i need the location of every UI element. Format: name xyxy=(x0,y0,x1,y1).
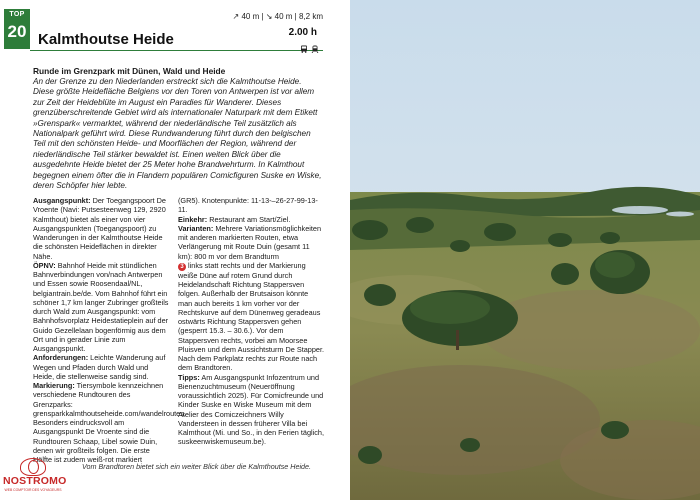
info-paragraph: Varianten: Mehrere Variationsmöglichkeiten mit anderen markierten Routen, etwa Verlängerung mit Route Duin (gesamt 11 km): 800 m vor dem Brandturm 3 links statt rechts und der Markierung weiße Düne auf rotem Grund durch Heidelandschaft Richtung Stappersven folgen. Außerhalb der Brutsaison könnte man auch bereits 1 km vorher vor der Rechtskurve auf dem Dünenweg geradeaus ostwärts Richtung Stappersven gehen (gesperrt 15.3. – 30.6.). Vor dem Stappersven rechts, vorbei am Moorsee Pluisven und dem Aussichtsturm De Stapper. Nach dem Parkplatz rechts zur Route nach dem Brandtoren. xyxy=(178,223,325,373)
tour-duration: 2.00 h xyxy=(288,27,317,38)
tour-number: 20 xyxy=(7,22,27,41)
info-paragraph: Anforderungen: Leichte Wanderung auf Wegen und Pfaden durch Wald und Heide, die stellenweise sandig sind. xyxy=(33,353,166,381)
top-label: TOP xyxy=(9,11,25,18)
title-bar xyxy=(30,26,323,51)
logo-brand: NOSTROMO xyxy=(3,475,67,487)
photo-caption: Vom Brandtoren bietet sich ein weiter Blick über die Kalmthoutse Heide. xyxy=(82,462,312,471)
intro-heading: Runde im Grenzpark mit Dünen, Wald und Heide xyxy=(33,66,226,76)
info-column-right xyxy=(178,196,324,447)
logo-tagline: WEB COMPTOIR DES VOYAGEURS xyxy=(4,488,62,492)
tour-number-badge xyxy=(4,9,30,49)
waypoint-marker: 3 xyxy=(178,263,186,271)
info-paragraph: ÖPNV: Bahnhof Heide mit stündlichen Bahnverbindungen von/nach Antwerpen und Essen sowie Roosendaal/NL, belgiantrain.be/de. Vom Bahnhof führt ein schöner 1,7 km langer Zubringer großteils durch Wald zum Ausgangspunkt: vom Bahnhofsvorplatz Heidestatieplein auf der Guido Gezellelaan bogenförmig aus dem Ort und in gerader Linie zum Ausgangspunkt. xyxy=(33,260,169,353)
info-paragraph: Einkehr: Restaurant am Start/Ziel. xyxy=(178,214,291,224)
page-title: Kalmthoutse Heide xyxy=(38,31,174,48)
tour-stats: ↗ 40 m | ↘ 40 m | 8,2 km xyxy=(232,12,323,21)
info-column-left xyxy=(33,196,186,464)
info-paragraph: Markierung: Tiersymbole kennzeichnen verschiedene Rundtouren des Grenzparks: grensparkkalmthoutseheide.com/wandelroutes. Besonders eindrucksvoll am Ausgangspunkt De Vroente sind die Rundtouren Schaap, Libel sowie Duin, denen wir großteils folgen. Die erste Hälfte ist zudem weiß-rot markiert xyxy=(33,381,186,464)
info-paragraph: (GR5). Knotenpunkte: 11-13-‒26-27-99-13-11. xyxy=(178,196,318,215)
transport-icons xyxy=(300,40,319,48)
bus-icon xyxy=(300,40,308,48)
intro-section xyxy=(33,66,323,191)
train-icon xyxy=(311,40,319,48)
globe-icon xyxy=(20,458,46,476)
intro-text: An der Grenze zu den Niederlanden erstreckt sich die Kalmthoutse Heide. Diese größte Heidefläche Belgiens vor den Toren von Antwerpen ist vor allem zur Zeit der Heideblüte im August ein Paradies für Wanderer. Dieses grenzüberschreitende Gebiet wird als internationaler Naturpark mit dem Etikett »Grenspark« vermarktet, während der niederländische Teil zusätzlich als Nationalpark geführt wird. Diese Rundwanderung führt durch den belgischen Teil mit den schönsten Heide- und Moorflächen der Region, während der niederländische Teil stärker bewaldet ist. Einen weiten Blick über die ausgedehnte Heide bietet der 25 Meter hohe Brandwehrturm. In Kalmthout begegnen einem öfter die in Flandern populären Comicfiguren Suske en Wiske, deren Schöpfer hier lebte. xyxy=(33,77,322,191)
heathland-photo xyxy=(350,0,700,500)
landscape-image xyxy=(350,0,700,500)
info-paragraph: Tipps: Am Ausgangspunkt Infozentrum und Bienenzuchtmuseum (Neueröffnung voraussichtlich 2025). Für Comicfreunde und Kinder Suske en Wiske Museum mit dem Atelier des Comiczeichners Willy Vandersteen in dessen früherer Villa bei Kalmthout (Mi. und So., in den Ferien täglich, suskeenwiskemuseum.be). xyxy=(178,372,325,447)
info-paragraph: Ausgangspunkt: Der Toegangspoort De Vroente (Navi: Putsesteenweg 129, 2920 Kalmthout) bietet als einer von vier Ausgangspunkten (Toegangspoort) zu Wanderungen in der Kalmthoutse Heide die schönsten Heideflächen in direkter Nähe. xyxy=(33,196,166,261)
nostromo-logo xyxy=(3,458,67,496)
